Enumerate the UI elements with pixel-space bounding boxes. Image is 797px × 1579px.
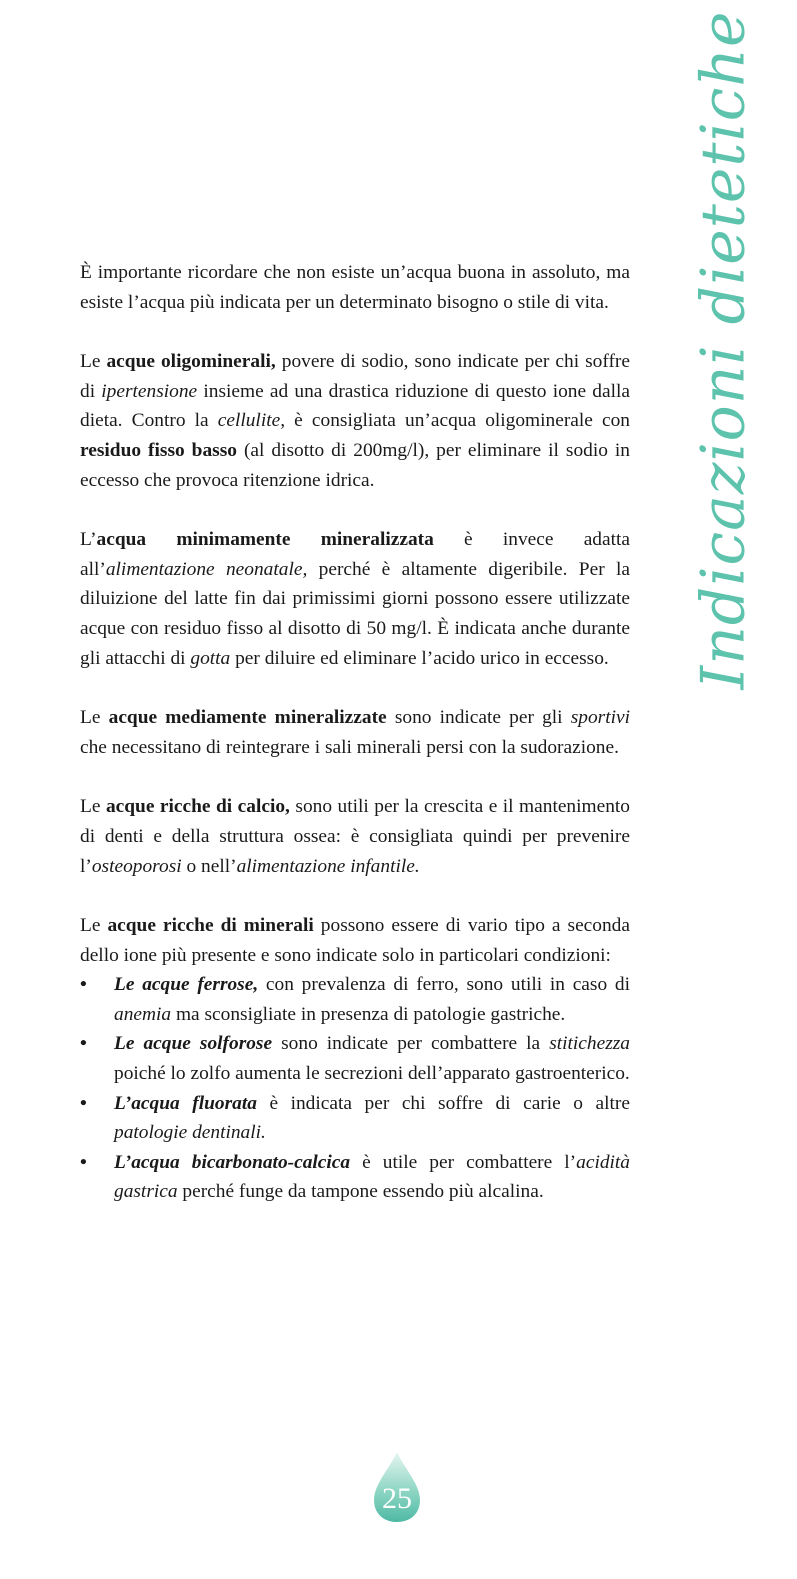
term-residuo-fisso: residuo fisso basso	[80, 439, 237, 461]
main-text	[80, 258, 630, 1207]
list-item: • L’acqua fluorata è indicata per chi soffre di carie o altre patologie dentinali.	[80, 1089, 630, 1148]
side-title	[688, 10, 758, 690]
list-item: • Le acque solforose sono indicate per combattere la stitichezza poiché lo zolfo aumenta le secrezioni dell’apparato gastroenterico.	[80, 1029, 630, 1088]
bullet-icon: •	[80, 1092, 87, 1114]
term-calcio: acque ricche di calcio,	[105, 796, 290, 818]
bullet-list	[80, 970, 630, 1207]
bullet-icon: •	[80, 1151, 87, 1173]
paragraph-oligominerali: Le acque oligominerali, povere di sodio, sono indicate per chi soffre di ipertensione insieme ad una drastica riduzione di questo ione dalla dieta. Contro la cellulite, è consigliata un’acqua oligominerale con residuo fisso basso (al disotto di 200mg/l), per eliminare il sodio in eccesso che provoca ritenzione idrica.	[80, 351, 631, 491]
term-oligominerali: acque oligominerali,	[106, 351, 276, 373]
paragraph-intro: È importante ricordare che non esiste un’acqua buona in assoluto, ma esiste l’acqua più indicata per un determinato bisogno o stile di vita.	[80, 262, 630, 313]
list-item: • L’acqua bicarbonato-calcica è utile per combattere l’acidità gastrica perché funge da tampone essendo più alcalina.	[80, 1148, 630, 1207]
paragraph-calcio: Le acque ricche di calcio, sono utili per la crescita e il mantenimento di denti e della struttura ossea: è consigliata quindi per prevenire l’osteoporosi o nell’alimentazione infantile.	[80, 796, 630, 877]
term-minimamente: acqua minimamente mineralizzata	[96, 529, 434, 551]
page-number: 25	[382, 1482, 412, 1515]
term-minerali: acque ricche di minerali	[107, 915, 314, 937]
paragraph-mediamente: Le acque mediamente mineralizzate sono indicate per gli sportivi che necessitano di reintegrare i sali minerali persi con la sudorazione.	[80, 707, 630, 758]
paragraph-minerali: Le acque ricche di minerali possono essere di vario tipo a seconda dello ione più presente e sono indicate solo in particolari condizioni:	[80, 915, 630, 966]
bullet-icon: •	[80, 1033, 87, 1055]
term-mediamente: acque mediamente mineralizzate	[108, 707, 387, 729]
list-item: • Le acque ferrose, con prevalenza di ferro, sono utili in caso di anemia ma sconsigliate in presenza di patologie gastriche.	[80, 970, 630, 1029]
bullet-icon: •	[80, 974, 87, 996]
side-title-text: Indicazioni dietetiche	[688, 10, 758, 690]
paragraph-minimamente: L’acqua minimamente mineralizzata è invece adatta all’alimentazione neonatale, perché è altamente digeribile. Per la diluizione del latte fin dai primissimi giorni possono essere utilizzate acque con residuo fisso al disotto di 50 mg/l. È indicata anche durante gli attacchi di gotta per diluire ed eliminare l’acido urico in eccesso.	[80, 529, 630, 669]
